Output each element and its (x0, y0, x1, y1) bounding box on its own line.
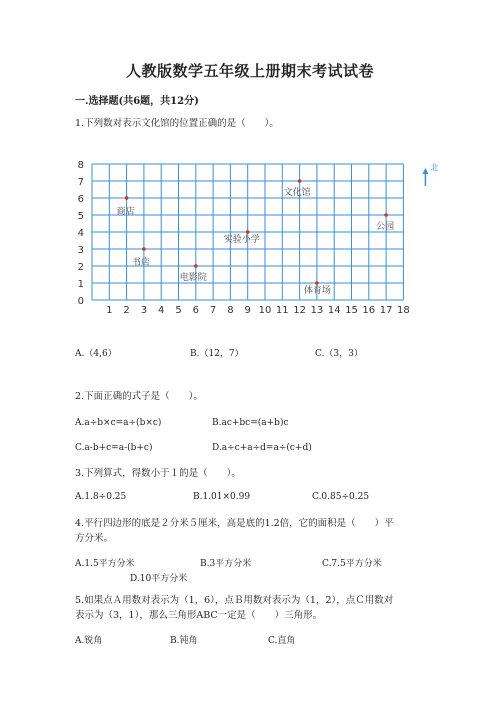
x-tick-label: 2 (123, 305, 130, 316)
place-label: 体育场 (303, 286, 331, 296)
y-tick-label: 1 (77, 279, 84, 290)
q4-option-d[interactable]: D.10平方分米 (130, 574, 188, 584)
q4-option-a[interactable]: A.1.5平方分米 (75, 559, 135, 569)
x-tick-label: 4 (158, 305, 165, 316)
place-point (142, 247, 146, 251)
q5-option-c[interactable]: C.直角 (268, 636, 296, 646)
q2-option-d[interactable]: D.a÷c+a÷d=a÷(c+d) (212, 443, 312, 453)
question-4-line1: 4.平行四边形的底是２分米５厘米，高是底的1.2倍，它的面积是（ ）平 (75, 518, 394, 529)
place-point (194, 264, 198, 268)
y-tick-label: 4 (77, 228, 84, 239)
place-label: 公园 (376, 222, 395, 232)
y-tick-label: 2 (77, 262, 84, 273)
x-tick-label: 16 (362, 305, 376, 316)
place-label: 书店 (131, 258, 150, 268)
place-point (384, 213, 388, 217)
y-tick-label: 8 (77, 160, 84, 171)
x-tick-label: 3 (140, 305, 148, 316)
q2-option-a[interactable]: A.a÷b×c=a÷(b×c) (75, 418, 162, 428)
question-2: 2.下面正确的式子是（ ）。 (75, 391, 203, 402)
page-title: 人教版数学五年级上册期末考试试卷 (125, 62, 374, 80)
x-tick-label: 5 (175, 305, 182, 316)
north-arrowhead-icon (422, 168, 428, 174)
y-tick-label: 7 (77, 177, 84, 188)
x-tick-label: 10 (258, 305, 272, 316)
x-tick-label: 18 (397, 305, 410, 316)
question-5-line1: 5.如果点Ａ用数对表示为（1，6），点Ｂ用数对表示为（1，2），点Ｃ用数对 (75, 595, 394, 606)
q3-option-a[interactable]: A.1.8÷0.25 (75, 492, 127, 502)
place-point (125, 196, 129, 200)
x-tick-label: 17 (379, 305, 393, 316)
q4-option-b[interactable]: B.3平方分米 (200, 559, 252, 569)
north-label: 北 (430, 163, 439, 172)
q1-option-c[interactable]: C.（3，3） (315, 349, 363, 359)
q2-option-b[interactable]: B.ac+bc=(a+b)c (212, 418, 289, 428)
q1-option-a[interactable]: A.（4,6） (75, 349, 117, 359)
q3-option-b[interactable]: B.1.01×0.99 (193, 492, 251, 502)
place-label: 商店 (116, 207, 135, 217)
place-point (246, 230, 250, 234)
x-tick-label: 13 (310, 305, 324, 316)
q5-option-b[interactable]: B.钝角 (170, 636, 198, 646)
x-tick-label: 7 (209, 305, 217, 316)
x-tick-label: 11 (275, 305, 289, 316)
place-label: 文化馆 (283, 188, 311, 198)
q1-option-b[interactable]: B.（12，7） (190, 349, 244, 359)
place-label: 电影院 (179, 273, 207, 283)
x-tick-label: 12 (293, 305, 306, 316)
x-tick-label: 6 (192, 305, 199, 316)
q3-option-c[interactable]: C.0.85÷0.25 (312, 492, 370, 502)
y-tick-label: 0 (77, 296, 84, 307)
y-tick-label: 5 (77, 211, 84, 222)
y-tick-label: 3 (77, 245, 84, 256)
place-label: 实验小学 (223, 235, 260, 245)
x-tick-label: 1 (106, 305, 113, 316)
q4-option-c[interactable]: C.7.5平方分米 (322, 559, 382, 569)
question-1: 1.下列数对表示文化馆的位置正确的是（ ）。 (75, 118, 279, 129)
y-tick-label: 6 (77, 194, 84, 205)
q5-option-a[interactable]: A.锐角 (75, 636, 103, 646)
section-heading: 一.选择题(共6题，共12分) (75, 96, 199, 107)
place-point (315, 281, 319, 285)
question-4-line2: 方分米。 (75, 533, 114, 544)
x-tick-label: 9 (244, 305, 251, 316)
question-5-line2: 表示为（3，1），那么三角形ABC一定是（ ）三角形。 (75, 610, 323, 621)
place-point (298, 179, 302, 183)
q2-option-c[interactable]: C.a-b+c=a-(b+c) (75, 443, 153, 453)
coordinate-grid (60, 150, 440, 320)
question-3: 3.下列算式，得数小于１的是（ ）。 (75, 468, 241, 479)
x-tick-label: 14 (327, 305, 341, 316)
x-tick-label: 8 (227, 305, 234, 316)
x-tick-label: 15 (345, 305, 358, 316)
